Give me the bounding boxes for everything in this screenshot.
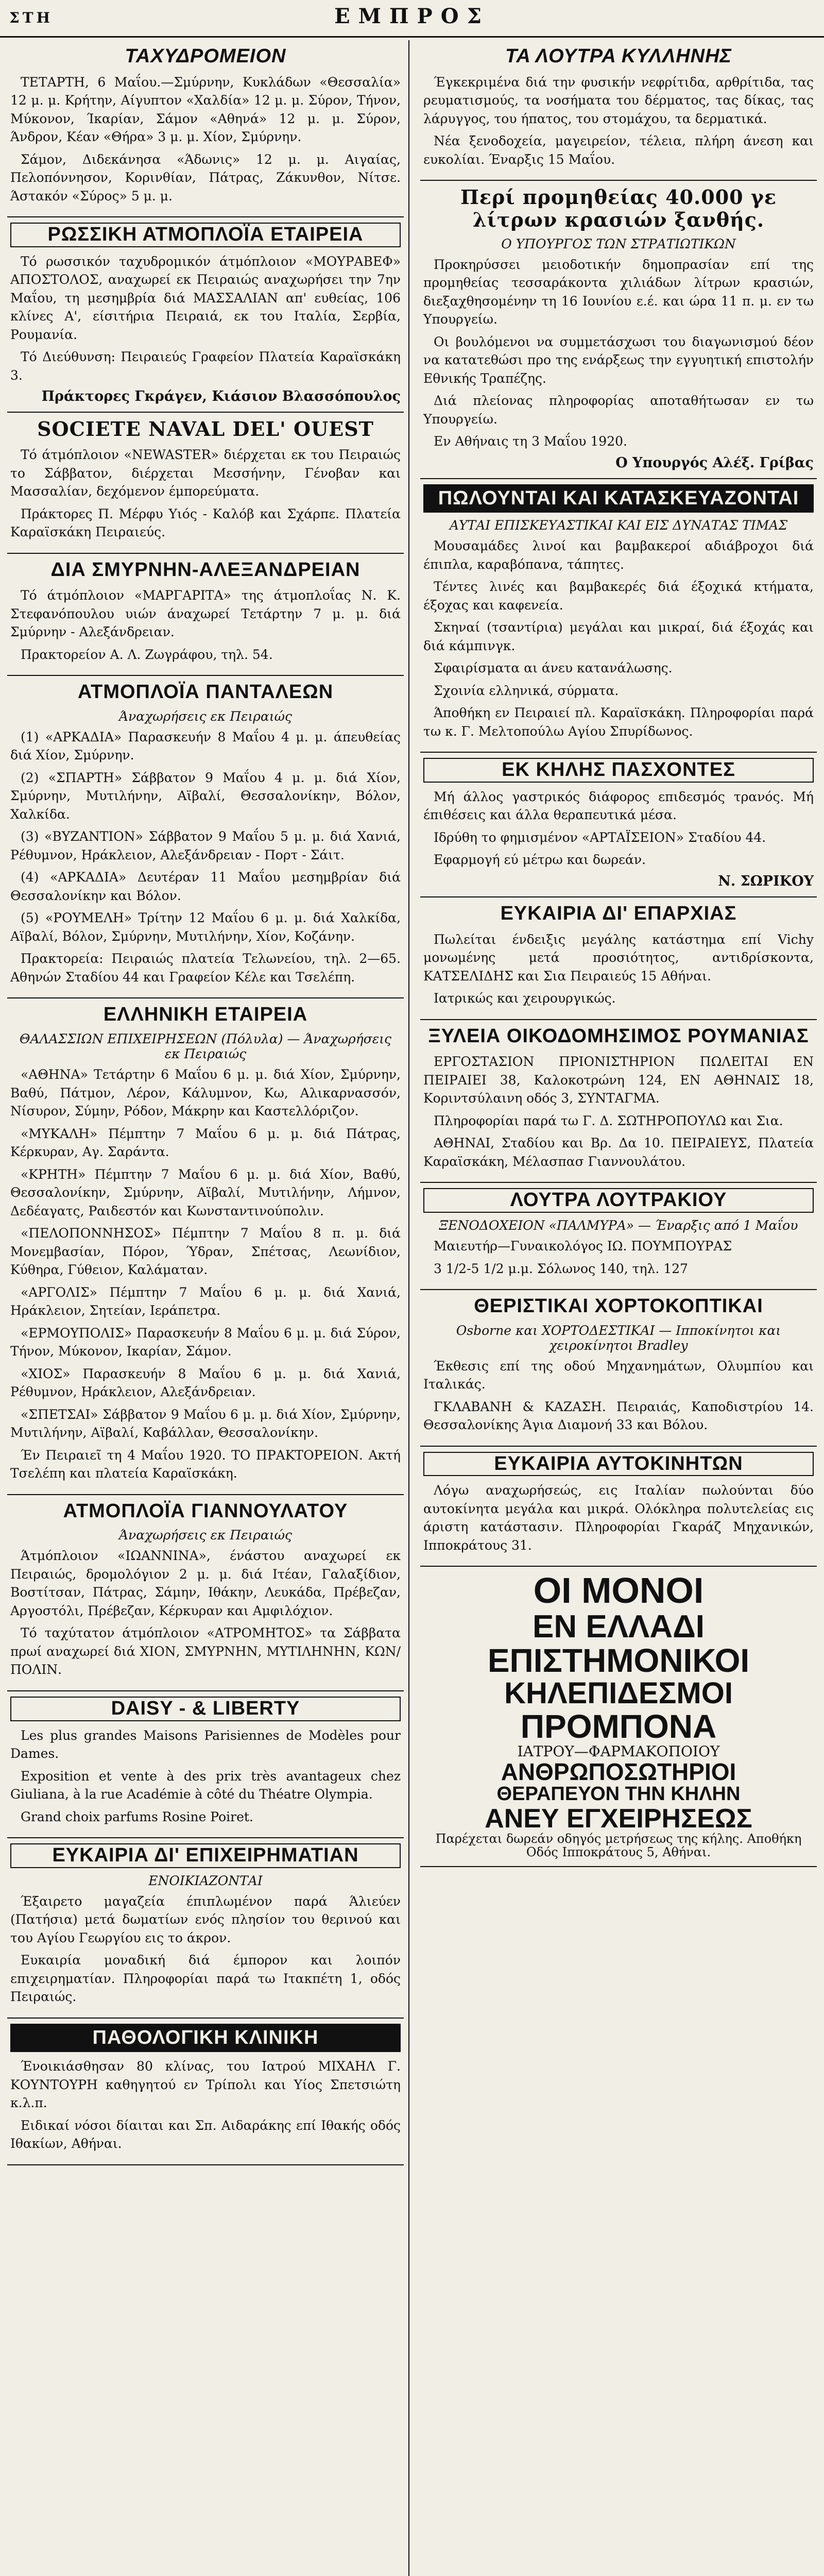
ad-text: ΤΕΤΑΡΤΗ, 6 Μαΐου.—Σμύρνην, Κυκλάδων «Θεσσαλία» 12 μ. μ. Κρήτην, Αίγυπτον «Χαλδία» 12 μ. μ. Σύρον, Τήνον, Μύκονον, Ίκαρίαν, Σάμον «Αθηνά» 12 μ. μ. Σύρον, Άνδρον, Κέαν «Θήρα» 3 μ. μ. Χίον, Σμύρνην. [10, 74, 401, 145]
ad-title: ΕΥΚΑΙΡΙΑ ΑΥΤΟΚΙΝΗΤΩΝ [423, 1452, 814, 1477]
right-ads [420, 40, 817, 1567]
ad-text: Πληροφορίαι παρά τω Γ. Δ. ΣΩΤΗΡΟΠΟΥΛΩ και Σια. [434, 1113, 783, 1128]
ad-text: Λόγω αναχωρήσεώς, εις Ιταλίαν πωλούνται δύο αυτοκίνητα μεγάλα και μικρά. Ολόκληρα πολυτελείας εις άριστη κατάστασιν. Πληροφορίαι Γκαράζ Μηχανικών, Ιπποκράτους 31. [423, 1483, 814, 1553]
ad-text: (2) «ΣΠΑΡΤΗ» Σάββατον 9 Μαΐου 4 μ. μ. διά Χίον, Σμύρνην, Μυτιλήνην, Αϊβαλί, Θεσσαλονίκην, Βόλον, Χαλκίδα. [10, 770, 401, 822]
ad-text: Έν Πειραιεῖ τη 4 Μαΐου 1920. ΤΟ ΠΡΑΚΤΟΡΕΙΟΝ. Ακτή Τσελέπη και πλατεία Καραϊσκάκη. [10, 1447, 401, 1481]
ad-subtitle: Ο ΥΠΟΥΡΓΟΣ ΤΩΝ ΣΤΡΑΤΙΩΤΙΚΩΝ [501, 236, 736, 251]
advertisement [7, 40, 404, 217]
advertisement [420, 181, 817, 479]
ad-text: Νέα ξενοδοχεία, μαγειρείον, τέλεια, πλήρη άνεση και ευκολίαι. Έναρξις 15 Μαΐου. [423, 133, 814, 167]
ad-title: ΕΛΛΗΝΙΚΗ ΕΤΑΙΡΕΙΑ [103, 1004, 308, 1026]
advertisement [7, 413, 404, 553]
ad-text: Διά πλείονας πληροφορίας αποταθήτωσαν εν τω Υπουργείω. [423, 393, 814, 427]
ad-text: ΓΚΛΑΒΑΝΗ & ΚΑΖΑΣΗ. Πειραιάς, Καποδιστρίου 14. Θεσσαλονίκης Άγια Διαμονή 33 και Βόλου. [423, 1399, 814, 1433]
ad-text: «ΣΠΕΤΣΑΙ» Σάββατον 9 Μαΐου 6 μ. μ. διά Χίον, Σμύρνην, Μυτιλήνην, Αϊβαλί, Καβάλλαν, Θεσσαλονίκην. [10, 1406, 401, 1440]
ad-text: Εφαρμογή εύ μέτρω και δωρεάν. [434, 852, 646, 868]
mega-line: ΕΝ ΕΛΛΑΔΙ [533, 1608, 705, 1645]
ad-signature: Πράκτορες Γκράγεν, Κιάσιον Βλασσόπουλος [41, 388, 401, 405]
advertisement [420, 40, 817, 181]
ad-title: ΑΤΜΟΠΛΟΪΑ ΓΙΑΝΝΟΥΛΑΤΟΥ [63, 1500, 348, 1522]
advertisement [420, 479, 817, 753]
ad-title: ΘΕΡΙΣΤΙΚΑΙ ΧΟΡΤΟΚΟΠΤΙΚΑΙ [474, 1295, 763, 1317]
ad-text: Ιδρύθη το φημισμένον «ΑΡΤΑΪΣΕΙΟΝ» Σταδίου 44. [434, 829, 766, 845]
ad-text: Σάμον, Διδεκάνησα «Άδωνις» 12 μ. μ. Αιγαίας, Πελοπόννησον, Κορινθίαν, Πάτρας, Ζάκυνθον, Νίτσε. Άστακόν «Σύρος» 5 μ. μ. [10, 151, 401, 204]
mega-line: ΠΡΟΜΠΟΝΑ [520, 1708, 717, 1745]
ad-text: «ΧΙΟΣ» Παρασκευήν 8 Μαΐου 6 μ. μ. διά Χανιά, Ρέθυμνον, Ηράκλειον, Αλεξάνδρειαν. [10, 1366, 401, 1400]
ad-text: Έξαιρετο μαγαζεία έπιπλωμένον παρά Άλιεύεν (Πατήσια) μετά δωματίων ενός πλησίον του θερινού και του Αγίου Γεωργίου εις το άκρον. [10, 1893, 401, 1945]
ad-text: Προκηρύσσει μειοδοτικήν δημοπρασίαν επί της προμηθείας τεσσαράκοντα χιλιάδων λίτρων κρασιών, διεξαχθησομένην τη 16 Ιουνίου ε.έ. και ώρα 11 π. μ. εν τω Υπουργείω. [423, 257, 814, 327]
ad-text: Ένοικιάσθησαν 80 κλίνας, του Ιατρού ΜΙΧΑΗΛ Γ. ΚΟΥΝΤΟΥΡΗ καθηγητού εν Τρίπολι και Υίος Σπετσιώτη κ.λ.π. [10, 2059, 401, 2111]
ad-text: Σκηναί (τσαντίρια) μεγάλαι και μικραί, διά έξοχάς και διά κάμπινγκ. [423, 620, 814, 653]
ad-text: Εν Αθήναις τη 3 Μαΐου 1920. [434, 434, 627, 449]
ad-text: Les plus grandes Maisons Parisiennes de Modèles pour Dames. [10, 1727, 401, 1761]
ad-text: Ευκαιρία μοναδική διά έμπορον και λοιπόν επιχειρηματίαν. Πληροφορίαι παρά τω Ιτακπέτη 1, οδός Πειραιώς. [10, 1953, 401, 2005]
ad-title: ΛΟΥΤΡΑ ΛΟΥΤΡΑΚΙΟΥ [423, 1188, 814, 1213]
ad-text: Σχοινία ελληνικά, σύρματα. [434, 683, 619, 698]
advertisement [7, 1838, 404, 2019]
mega-line: ΕΠΙΣΤΗΜΟΝΙΚΟΙ [487, 1641, 750, 1679]
ad-text: Έγκεκριμένα διά την φυσικήν νεφρίτιδα, αρθρίτιδα, τας ρευματισμούς, τα νοσήματα του δέρματος, τας δίκας, τας λάρυγγος, του ήπατος, του στομάχου, τα δερματικά. [423, 74, 814, 126]
advertisement [7, 676, 404, 998]
ad-signature: Ο Υπουργός Αλέξ. Γρίβας [615, 454, 814, 471]
mega-line: ΙΑΤΡΟΥ—ΦΑΡΜΑΚΟΠΟΙΟΥ [517, 1743, 720, 1760]
ad-text: ΕΡΓΟΣΤΑΣΙΟΝ ΠΡΙΟΝΙΣΤΗΡΙΟΝ ΠΩΛΕΙΤΑΙ ΕΝ ΠΕΙΡΑΙΕΙ 38, Καλοκοτρώνη 124, ΕΝ ΑΘΗΝΑΙΣ 18, Κοριντσύλαινη οδός 3, ΣΥΝΤΑΓΜΑ. [423, 1054, 814, 1106]
masthead-title: ΕΜΠΡΟΣ [334, 4, 490, 28]
ad-text: Πρακτορείον Α. Λ. Ζωγράφου, τηλ. 54. [21, 647, 273, 662]
mega-line: ΘΕΡΑΠΕΥΟΝ ΤΗΝ ΚΗΛΗΝ [496, 1783, 741, 1805]
ad-title: ΑΤΜΟΠΛΟΪΑ ΠΑΝΤΑΛΕΩΝ [77, 681, 334, 703]
ad-title: Περί προμηθείας 40.000 γε λίτρων κρασιών ξανθής. [460, 185, 777, 231]
ad-text: Grand choix parfums Rosine Poiret. [21, 1809, 253, 1824]
masthead-side-word: ΣΤΗ [9, 9, 54, 26]
ad-text: 3 1/2-5 1/2 μ.μ. Σόλωνος 140, τηλ. 127 [434, 1261, 688, 1276]
ad-subtitle: ΑΥΤΑΙ ΕΠΙΣΚΕΥΑΣΤΙΚΑΙ ΚΑΙ ΕΙΣ ΔΥΝΑΤΑΣ ΤΙΜΑΣ [450, 518, 787, 533]
ad-text: «ΕΡΜΟΥΠΟΛΙΣ» Παρασκευήν 8 Μαΐου 6 μ. μ. διά Σύρον, Τήνον, Μύκονον, Ικαρίαν, Σάμον. [10, 1325, 401, 1359]
ad-text: Μουσαμάδες λινοί και βαμβακεροί αδιάβροχοι διά έπιπλα, καραβόπανα, τάπητες. [423, 538, 814, 572]
advertisement [7, 1495, 404, 1691]
advertisement [7, 217, 404, 413]
advertisement [7, 998, 404, 1495]
ad-title: ΤΑΧΥΔΡΟΜΕΙΟΝ [125, 45, 286, 67]
advertisement [7, 554, 404, 676]
ad-text: «ΜΥΚΑΛΗ» Πέμπτην 7 Μαΐου 6 μ. μ. διά Πάτρας, Κέρκυραν, Αγ. Σαράντα. [10, 1126, 401, 1160]
ad-text: Πράκτορες Π. Μέρφυ Υιός - Καλόβ και Σχάρπε. Πλατεία Καραϊσκάκη Πειραιεύς. [10, 506, 401, 540]
ad-text: Τέντες λινές και βαμβακερές διά έξοχικά κτήματα, έξοχας και καφενεία. [423, 579, 814, 613]
ad-title: ΔΙΑ ΣΜΥΡΝΗΝ-ΑΛΕΞΑΝΔΡΕΙΑΝ [50, 558, 360, 581]
ad-title: ΕΥΚΑΙΡΙΑ ΔΙ' ΕΠΑΡΧΙΑΣ [500, 902, 737, 924]
ad-text: «ΚΡΗΤΗ» Πέμπτην 7 Μαΐου 6 μ. μ. διά Χίον, Βαθύ, Θεσσαλονίκην, Σμύρνην, Αϊβαλί, Μυτιλήνην, Λήμνον, Δεδέαγατς, Ραιδεστόν και Κωνσταντινούπολιν. [10, 1166, 401, 1218]
ad-title: ΤΑ ΛΟΥΤΡΑ ΚΥΛΛΗΝΗΣ [505, 45, 732, 67]
ad-title: DAISY - & LIBERTY [10, 1697, 401, 1721]
ad-title: ΠΑΘΟΛΟΓΙΚΗ ΚΛΙΝΙΚΗ [10, 2024, 401, 2053]
advertisement [7, 1691, 404, 1838]
ad-text: Τό Διεύθυνση: Πειραιεύς Γραφείον Πλατεία Καραϊσκάκη 3. [10, 349, 401, 383]
ad-subtitle: Άναχωρήσεις εκ Πειραιώς [118, 1528, 293, 1543]
mega-line: Παρέχεται δωρεάν οδηγός μετρήσεως της κήλης. Αποθήκη Οδός Ιπποκράτους 5, Αθήναι. [435, 1832, 802, 1859]
ad-title: ΕΥΚΑΙΡΙΑ ΔΙ' ΕΠΙΧΕΙΡΗΜΑΤΙΑΝ [10, 1843, 401, 1868]
right-column [420, 40, 817, 2576]
ad-text: Τό ταχύτατον άτμόπλοιον «ΑΤΡΟΜΗΤΟΣ» τα Σάββατα πρωί αναχωρεί διά ΧΙΟΝ, ΣΜΥΡΝΗΝ, ΜΥΤΙΛΗΝΗΝ, ΚΩΝ/ΠΟΛΙΝ. [10, 1625, 401, 1677]
ad-text: Πρακτορεία: Πειραιώς πλατεία Τελωνείου, τηλ. 2—65. Αθηνών Σταδίου 44 και Γραφείον Κέλε και Τσελέπη. [10, 951, 401, 985]
ad-text: Οι βουλόμενοι να συμμετάσχωσι του διαγωνισμού δέον να κατατεθώσι προ της ενάρξεως την εγγυητική επιστολήν Εθνικής Τραπέζης. [423, 334, 814, 386]
column-divider [408, 40, 409, 2576]
ad-text: «ΑΡΓΟΛΙΣ» Πέμπτην 7 Μαΐου 6 μ. μ. διά Χανιά, Ηράκλειον, Σητείαν, Ιεράπετρα. [10, 1284, 401, 1318]
ad-prompona-hernia-belts [420, 1567, 817, 1867]
ad-title: ΞΥΛΕΙΑ ΟΙΚΟΔΟΜΗΣΙΜΟΣ ΡΟΥΜΑΝΙΑΣ [428, 1025, 809, 1047]
advertisement [420, 897, 817, 1020]
ad-text: Πωλείται ένδειξις μεγάλης κατάστημα επί Vichy μονωμένης μετά προσιότητος, αντιδρίσκοντα, ΚΑΤΣΕΛΙΔΗΣ και Σια Πειραιεύς 15 Αθήναι. [423, 931, 814, 984]
ad-signature: Ν. ΣΩΡΙΚΟΥ [718, 873, 814, 889]
mega-line: ΟΙ ΜΟΝΟΙ [533, 1570, 704, 1611]
advertisement [420, 1447, 817, 1567]
ad-subtitle: ΞΕΝΟΔΟΧΕΙΟΝ «ΠΑΛΜΥΡΑ» — Έναρξις από 1 Μαΐου [439, 1218, 798, 1233]
ad-text: Ιατρικώς και χειρουργικώς. [434, 991, 616, 1006]
ad-text: Ειδικαί νόσοι δίαιται και Σπ. Αιδαράκης επί Ιθακής οδός Ιθακίων, Αθήναι. [10, 2117, 401, 2151]
ad-title: SOCIETE NAVAL DEL' OUEST [37, 417, 374, 441]
ad-title: ΠΩΛΟΥΝΤΑΙ ΚΑΙ ΚΑΤΑΣΚΕΥΑΖΟΝΤΑΙ [423, 484, 814, 513]
ad-text: Έκθεσις επί της οδού Μηχανημάτων, Ολυμπίου και Ιταλικάς. [423, 1358, 814, 1392]
mega-line: ΑΝΘΡΩΠΟΣΩΤΗΡΙΟΙ [501, 1758, 736, 1785]
ad-text: Σφαιρίσματα αι άνευ κατανάλωσης. [434, 660, 673, 676]
masthead [0, 0, 824, 38]
ad-text: Exposition et vente à des prix très avantageux chez Giuliana, à la rue Académie à côté du Théatre Olympia. [10, 1768, 401, 1802]
ad-text: Μή άλλος γαστρικός διάφορος επιδεσμός τρανός. Μή έπιθέσεις και άλλα θεραπευτικά μέσα. [423, 789, 814, 823]
ad-text: Τό ρωσσικόν ταχυδρομικόν άτμόπλοιον «ΜΟΥΡΑΒΕΦ» ΑΠΟΣΤΟΛΟΣ, αναχωρεί εκ Πειραιώς αναχωρήσει την 7ην Μαΐου, τη μεσημβρία διά ΜΑΣΣΑΛΙΑΝ απ' ευθείας, 106 κλίνες Α', είσιτήρια Πειραιά, εκ του Ιταλία, Σερβία, Ρουμανία. [10, 253, 401, 342]
mega-line: ΑΝΕΥ ΕΓΧΕΙΡΗΣΕΩΣ [485, 1803, 752, 1834]
ad-text: (5) «ΡΟΥΜΕΛΗ» Τρίτην 12 Μαΐου 6 μ. μ. διά Χαλκίδα, Αϊβαλί, Βόλον, Σμύρνην, Μυτιλήνην, Χίον, Κοζάνην. [10, 910, 401, 944]
ad-subtitle: ΕΝΟΙΚΙΑΖΟΝΤΑΙ [148, 1873, 263, 1888]
advertisement [420, 1290, 817, 1447]
ad-text: (4) «ΑΡΚΑΔΙΑ» Δευτέραν 11 Μαΐου μεσημβρίαν διά Θεσσαλονίκην και Βόλον. [10, 870, 401, 903]
ad-text: Τό άτμόπλοιον «ΜΑΡΓΑΡΙΤΑ» της άτμοπλοΐας Ν. Κ. Στεφανόπουλου υιών άναχωρεί Τετάρτην 7 μ. μ. διά Σμύρνην - Αλεξάνδρειαν. [10, 588, 401, 640]
ad-text: «ΠΕΛΟΠΟΝΝΗΣΟΣ» Πέμπτην 7 Μαΐου 8 π. μ. διά Μονεμβασίαν, Πόρον, Ύδραν, Σπέτσας, Λεωνίδιον, Κύθηρα, Γύθειον, Καλάματαν. [10, 1226, 401, 1278]
ad-text: ΑΘΗΝΑΙ, Σταδίου και Βρ. Δα 10. ΠΕΙΡΑΙΕΥΣ, Πλατεία Καραϊσκάκη, Μέλασπασ Γιαννουλάτου. [423, 1136, 814, 1169]
advertisement [7, 2019, 404, 2165]
ad-subtitle: Osborne και ΧΟΡΤΟΔΕΣΤΙΚΑΙ — Ιπποκίνητοι και χειροκίνητοι Bradley [456, 1323, 781, 1353]
left-column [7, 40, 404, 2576]
ad-text: Άποθήκη εν Πειραιεί πλ. Καραϊσκάκη. Πληροφορίαι παρά τω κ. Γ. Μελτοπούλω Αγίου Σπυρίδωνος. [423, 705, 814, 739]
ad-text: (1) «ΑΡΚΑΔΙΑ» Παρασκευήν 8 Μαΐου 4 μ. μ. άπευθείας διά Χίον, Σμύρνην. [10, 729, 401, 763]
ad-title: ΕΚ ΚΗΛΗΣ ΠΑΣΧΟΝΤΕΣ [423, 758, 814, 783]
advertisement [420, 1183, 817, 1290]
ad-text: «ΑΘΗΝΑ» Τετάρτην 6 Μαΐου 6 μ. μ. διά Χίον, Σμύρνην, Βαθύ, Πάτμον, Λέρον, Κάλυμνον, Κω, Αλικαρνασσόν, Νίσυρον, Σύμην, Ρόδον, Μάκρην και Καστελλόριζον. [10, 1067, 401, 1119]
advertisement [420, 753, 817, 897]
ad-text: Μαιευτήρ—Γυναικολόγος ΙΩ. ΠΟΥΜΠΟΥΡΑΣ [434, 1239, 732, 1253]
ad-subtitle: ΘΑΛΑΣΣΙΩΝ ΕΠΙΧΕΙΡΗΣΕΩΝ (Πόλυλα) — Άναχωρήσεις εκ Πειραιώς [19, 1031, 392, 1062]
mega-line: ΚΗΛΕΠΙΔΕΣΜΟΙ [504, 1676, 733, 1710]
ad-subtitle: Άναχωρήσεις εκ Πειραιώς [118, 708, 293, 724]
ad-text: Άτμόπλοιον «ΙΩΑΝΝΙΝΑ», ένάστου αναχωρεί εκ Πειραιώς, δρομολόγιον 2 μ. μ. διά Ιτέαν, Γαλαξίδιον, Βοστίτσαν, Πάτρας, Σάμην, Ιθάκην, Λευκάδα, Πρέβεζαν, Αργοστόλι, Πρέβεζαν, Κέρκυραν και Αμφιλόχιον. [10, 1548, 401, 1618]
ad-text: (3) «ΒΥΖΑΝΤΙΟΝ» Σάββατον 9 Μαΐου 5 μ. μ. διά Χανιά, Ρέθυμνον, Ηράκλειον, Αλεξάνδρειαν - Πορτ - Σάιτ. [10, 829, 401, 862]
ad-title: ΡΩΣΣΙΚΗ ΑΤΜΟΠΛΟΪΑ ΕΤΑΙΡΕΙΑ [10, 223, 401, 247]
advertisement [420, 1020, 817, 1183]
ad-text: Τό άτμόπλοιον «NEWASTER» διέρχεται εκ του Πειραιώς το Σάββατον, διέρχεται Μεσσήνην, Γένοβαν και Μασσαλίαν, δεχόμενον έμπορεύματα. [10, 447, 401, 499]
